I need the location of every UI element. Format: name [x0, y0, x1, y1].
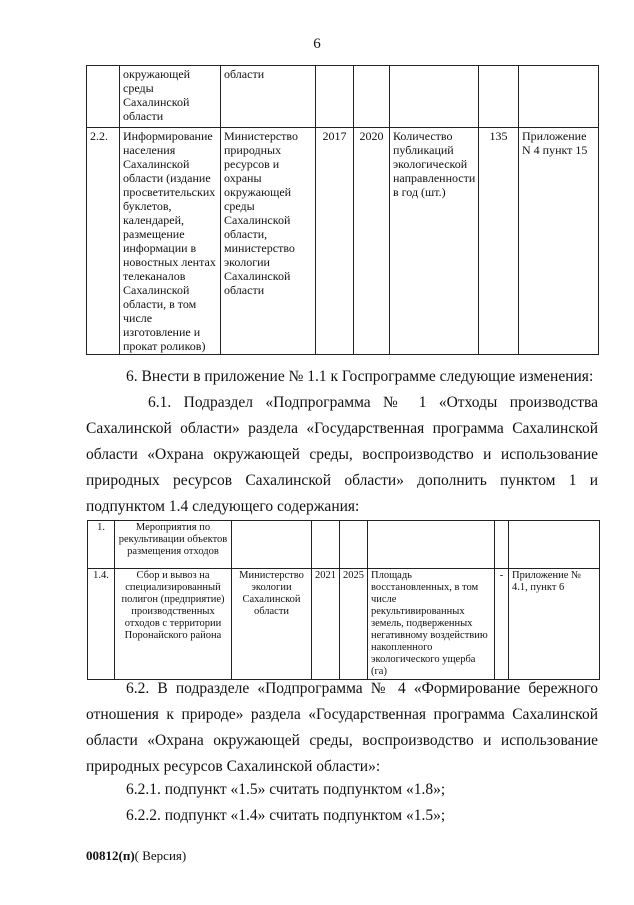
cell-end-year: 2025 [340, 569, 368, 680]
cell-reference [509, 521, 600, 569]
cell-indicator: Площадь восстановленных, в том числе рекультивированных земель, подверженных негативному воздействию накопленного экологического ущерба (га) [368, 569, 495, 680]
cell-executor [232, 521, 312, 569]
cell-number: 1. [88, 521, 115, 569]
table-row [87, 66, 599, 128]
cell-start-year: 2017 [316, 128, 354, 355]
page-number: 6 [313, 36, 321, 52]
cell-reference [519, 66, 599, 128]
cell-number: 1.4. [88, 569, 115, 680]
document-code: 00812(п) [86, 848, 135, 863]
cell-reference: Приложение N 4 пункт 15 [519, 128, 599, 355]
cell-start-year: 2021 [312, 569, 340, 680]
document-footer [86, 848, 186, 864]
cell-end-year [340, 521, 368, 569]
cell-flag: - [495, 569, 509, 680]
cell-number [87, 66, 120, 128]
cell-executor: области [221, 66, 316, 128]
table-row [87, 128, 599, 355]
paragraph-6: 6. Внести в приложение № 1.1 к Госпрограмме следующие изменения: [126, 368, 594, 385]
paragraph-6-2-1: 6.2.1. подпункт «1.5» считать подпунктом «1.8»; [126, 781, 446, 798]
cell-indicator: Количество публикаций экологической направленности в год (шт.) [390, 128, 479, 355]
cell-indicator [390, 66, 479, 128]
table-row [88, 569, 600, 680]
cell-activity: Сбор и вывоз на специализированный полигон (предприятие) производственных отходов с территории Поронайского района [115, 569, 232, 680]
paragraph-6-1: 6.1. Подраздел «Подпрограмма № 1 «Отходы производства Сахалинской области» раздела «Государственная программа Сахалинской области «Охрана окружающей среды, воспроизводство и использование природных ресурсов Сахалинской области» дополнить пунктом 1 и подпунктом 1.4 следующего содержания: [86, 394, 598, 515]
cell-reference: Приложение № 4.1, пункт 6 [509, 569, 600, 680]
cell-activity: окружающей среды Сахалинской области [120, 66, 221, 128]
cell-value: 135 [479, 128, 519, 355]
activities-table-insert [87, 520, 600, 680]
cell-value [479, 66, 519, 128]
paragraph-6-2-2: 6.2.2. подпункт «1.4» считать подпунктом «1.5»; [126, 807, 446, 824]
paragraph-6-2: 6.2. В подразделе «Подпрограмма № 4 «Формирование бережного отношения к природе» раздела «Государственная программа Сахалинской области «Охрана окружающей среды, воспроизводство и использование природных ресурсов Сахалинской области»: [86, 680, 598, 775]
document-version: ( Версия) [134, 848, 187, 863]
cell-end-year: 2020 [354, 128, 390, 355]
activities-table-top [86, 65, 599, 355]
cell-executor: Министерство экологии Сахалинской области [232, 569, 312, 680]
cell-number: 2.2. [87, 128, 120, 355]
cell-end-year [354, 66, 390, 128]
cell-start-year [316, 66, 354, 128]
cell-activity: Мероприятия по рекультивации объектов размещения отходов [115, 521, 232, 569]
cell-indicator [368, 521, 495, 569]
cell-start-year [312, 521, 340, 569]
cell-executor: Министерство природных ресурсов и охраны окружающей среды Сахалинской области, министерство экологии Сахалинской области [221, 128, 316, 355]
table-row [88, 521, 600, 569]
cell-activity: Информирование населения Сахалинской области (издание просветительских буклетов, календарей, размещение информации в новостных лентах телеканалов Сахалинской области, в том числе изготовление и прокат роликов) [120, 128, 221, 355]
cell-flag [495, 521, 509, 569]
